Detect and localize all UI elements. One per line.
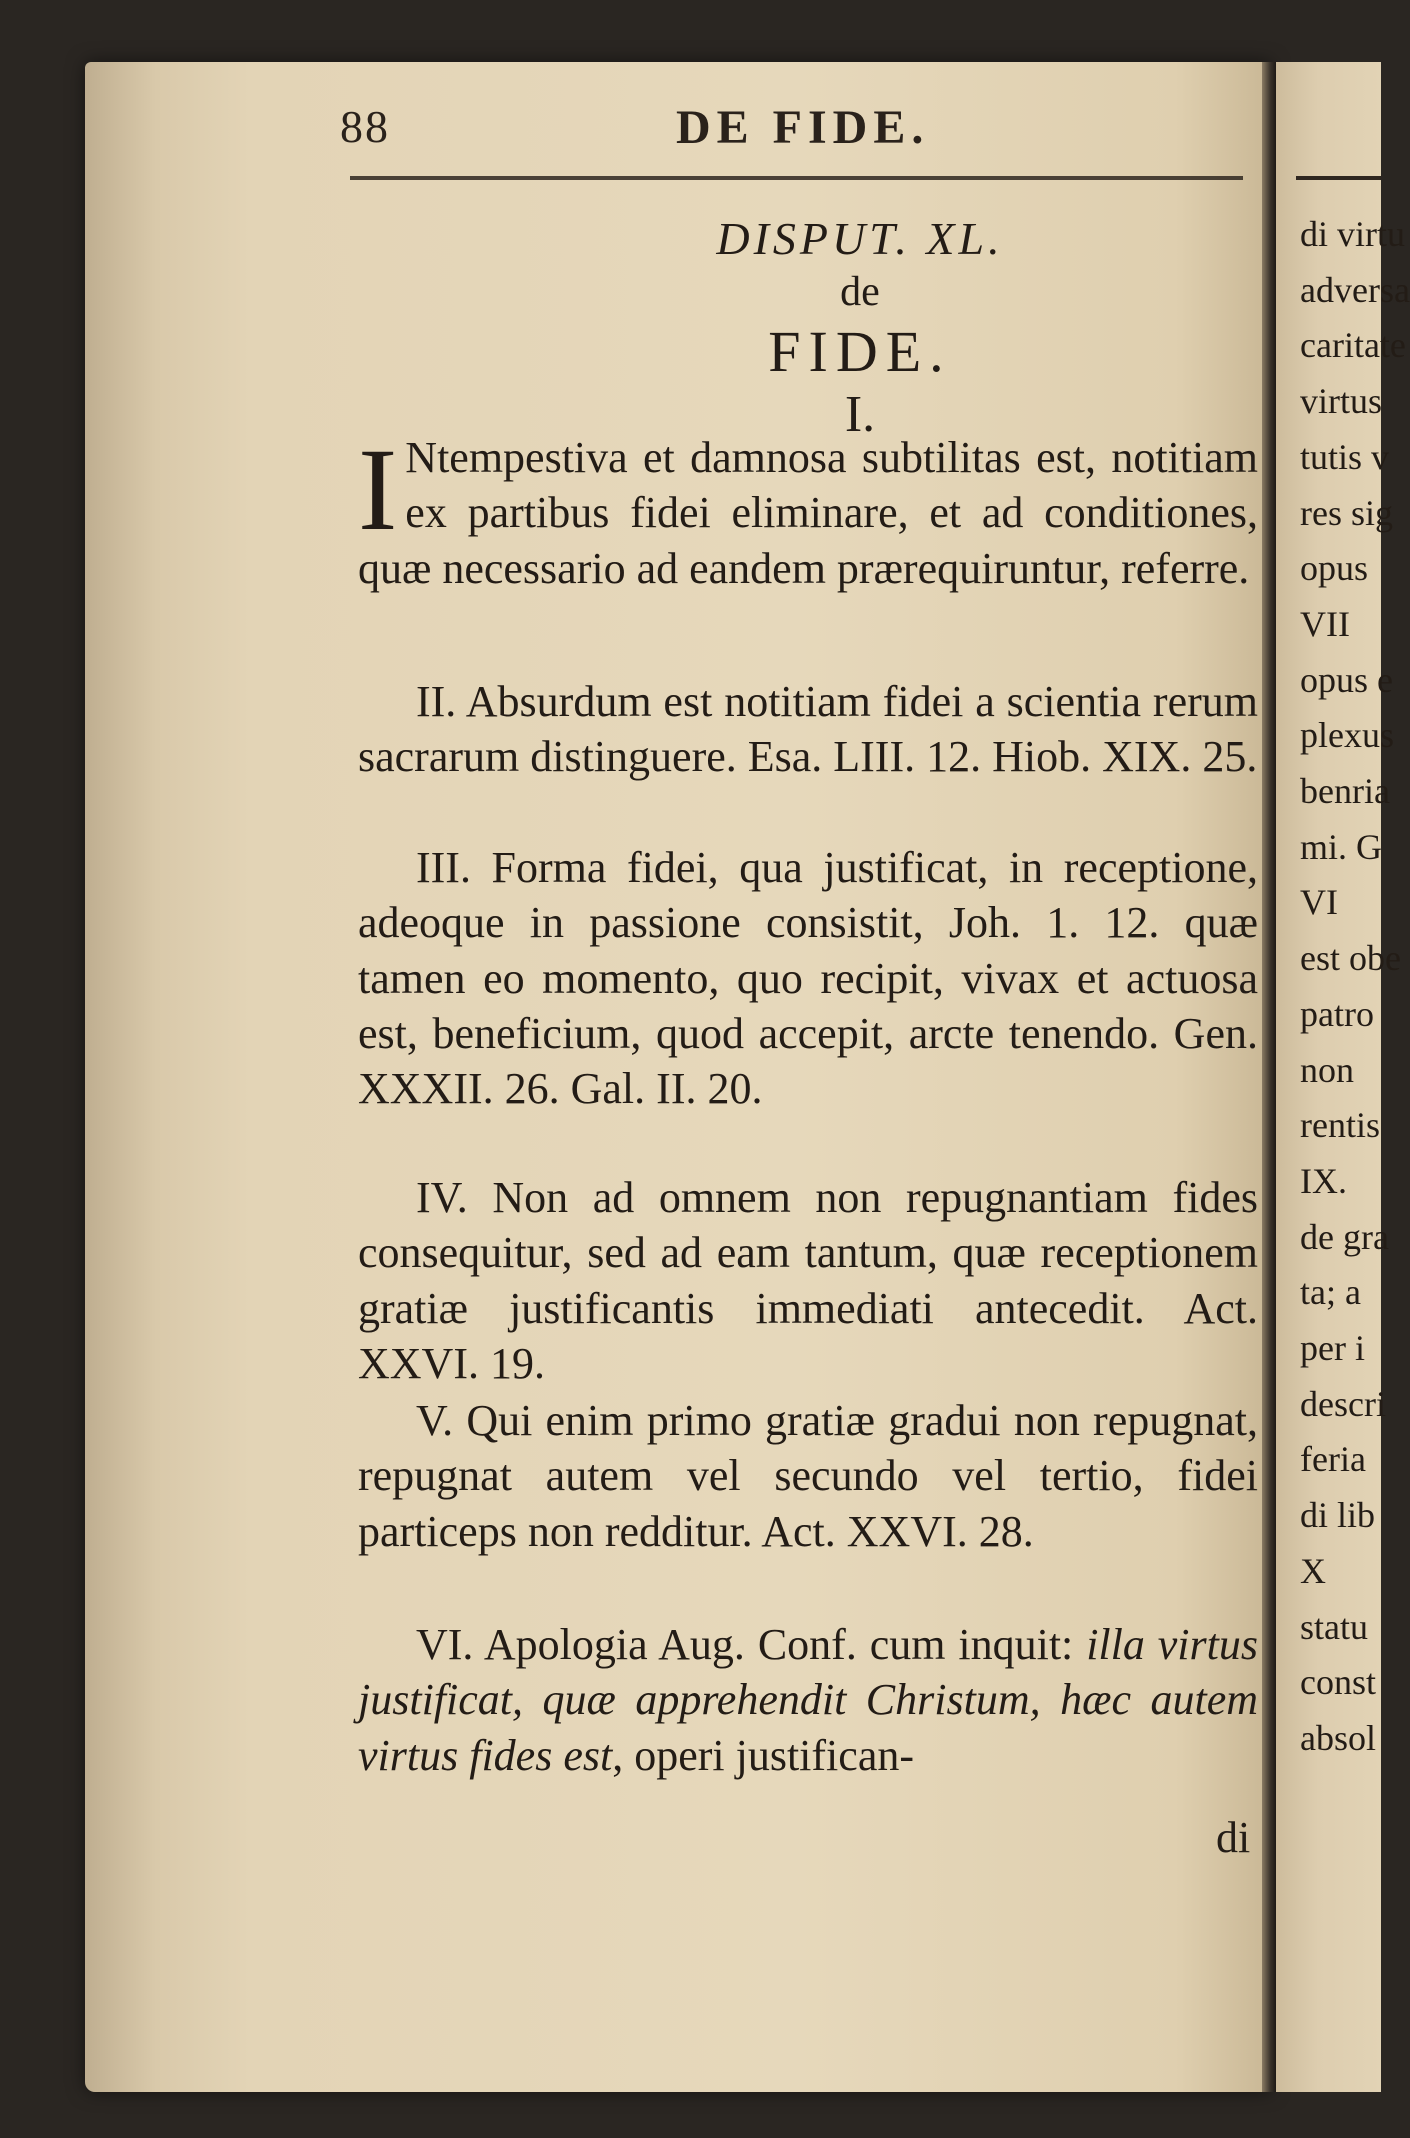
facing-fragment: absol	[1300, 1717, 1376, 1758]
facing-fragment: const	[1300, 1662, 1376, 1703]
facing-fragment: statu	[1300, 1606, 1368, 1647]
facing-fragment: rentis	[1300, 1105, 1380, 1146]
running-title: DE FIDE.	[676, 101, 930, 154]
facing-fragment: opus e	[1300, 659, 1393, 700]
paragraph-2: II. Absurdum est notitiam fidei a scientia rerum sacrarum distinguere. Esa. LIII. 12. Hiob. XIX. 25.	[358, 677, 1258, 782]
facing-fragment: virtus	[1300, 381, 1383, 422]
facing-fragment: VI	[1300, 882, 1338, 923]
paragraph-6-end: , operi justifican-	[612, 1730, 914, 1780]
facing-fragment: VII	[1300, 603, 1350, 644]
heading-de: de	[840, 269, 880, 315]
facing-fragment: per i	[1300, 1328, 1365, 1368]
section-number: I.	[844, 386, 876, 443]
facing-fragment: di virtu	[1300, 214, 1405, 254]
facing-fragment: IX.	[1300, 1160, 1347, 1201]
facing-fragment: plexus	[1300, 715, 1394, 756]
paragraph-6	[358, 1617, 1258, 1783]
facing-fragment: res sig	[1300, 492, 1393, 533]
facing-fragment: adversa	[1300, 269, 1410, 310]
facing-fragment: opus	[1300, 548, 1369, 589]
facing-fragment: tutis v	[1300, 436, 1390, 477]
facing-fragment: non	[1300, 1049, 1354, 1090]
facing-fragment: caritate	[1300, 325, 1406, 366]
facing-fragment: est obe	[1300, 938, 1401, 979]
facing-fragment: descri	[1300, 1383, 1386, 1424]
facing-fragment: de gra	[1300, 1216, 1389, 1257]
facing-fragment: ta; a	[1300, 1272, 1361, 1313]
facing-fragment: patro	[1300, 993, 1374, 1034]
book-gutter	[1262, 62, 1276, 2092]
paragraph-1	[358, 424, 1258, 596]
page-number: 88	[340, 101, 390, 152]
paragraph-6-quote: illa virtus justificat, quæ apprehendit Christum, hæc autem virtus fides est	[358, 1620, 1258, 1780]
facing-fragment: X	[1300, 1550, 1326, 1591]
catchword: di	[1216, 1813, 1251, 1862]
paragraph-6-start: VI. Apologia Aug. Conf. cum inquit:	[416, 1620, 1074, 1669]
facing-fragment: di lib	[1300, 1495, 1376, 1536]
paragraph-1-text: Ntempestiva et damnosa subtilitas est, notitiam ex partibus fidei eliminare, et ad conditiones, quæ necessario ad eandem prærequiruntur, referre.	[358, 433, 1258, 593]
facing-fragment: benria	[1300, 771, 1390, 811]
drop-cap: I	[358, 424, 398, 555]
paragraph-5: V. Qui enim primo gratiæ gradui non repugnat, repugnat autem vel secundo vel tertio, fidei particeps non redditur. Act. XXVI. 28.	[358, 1396, 1258, 1556]
facing-header-rule	[1296, 176, 1381, 180]
disputation-heading: DISPUT. XL.	[716, 213, 1004, 264]
header-rule	[350, 176, 1243, 180]
facing-fragment: feria	[1300, 1439, 1366, 1480]
facing-fragment: mi. G	[1300, 826, 1383, 867]
paragraph-3: III. Forma fidei, qua justificat, in receptione, adeoque in passione consistit, Joh. 1. 12. quæ tamen eo momento, quo recipit, vivax et actuosa est, beneficium, quod accepit, arcte tenendo. Gen. XXXII. 26. Gal. II. 20.	[358, 843, 1258, 1114]
heading-fide: FIDE.	[768, 319, 952, 384]
paragraph-4: IV. Non ad omnem non repugnantiam fides consequitur, sed ad eam tantum, quæ receptionem gratiæ justificantis immediati antecedit. Act. XXVI. 19.	[358, 1173, 1258, 1388]
